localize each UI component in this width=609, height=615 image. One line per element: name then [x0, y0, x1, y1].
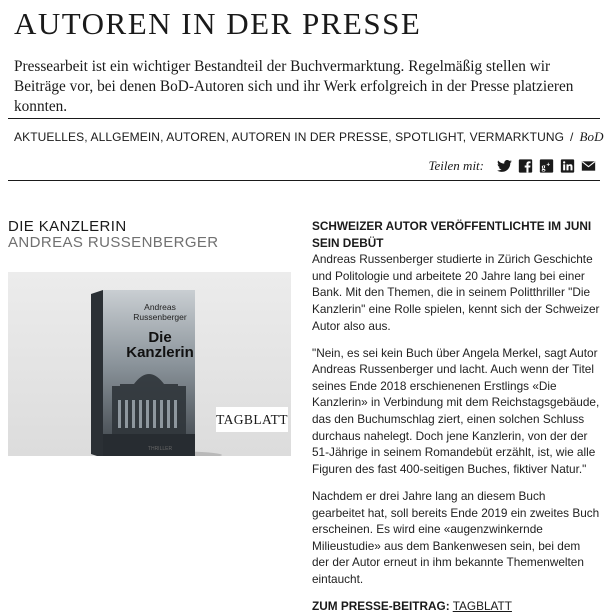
meta-separator: /: [570, 130, 574, 144]
category-link[interactable]: AUTOREN IN DER PRESSE: [231, 130, 389, 144]
cover-author: [125, 302, 195, 322]
linkedin-icon[interactable]: [559, 158, 576, 174]
share-label: Teilen mit:: [428, 158, 484, 173]
article-paragraph: Andreas Russenberger studierte in Zürich Geschichte und Politologie und arbeitete 20 Jahre lang bei einer Bank. Mit den Themen, die in seinem Politthriller "Die Kanzlerin" eine Rolle spielen, kennt sich der Schweizer Autor also aus.: [312, 252, 600, 333]
cover-author-line: Russenberger: [133, 312, 187, 322]
article-headline: SCHWEIZER AUTOR VERÖFFENTLICHTE IM JUNI SEIN DEBÜT: [312, 219, 592, 250]
press-article-link[interactable]: TAGBLATT: [452, 598, 512, 613]
cover-title-line: Kanzlerin: [126, 344, 194, 361]
cover-title: [125, 330, 195, 360]
book-title: DIE KANZLERIN: [8, 218, 127, 235]
page-title: AUTOREN IN DER PRESSE: [14, 6, 422, 41]
share-bar: [429, 158, 598, 174]
source-badge: TAGBLATT: [216, 407, 288, 432]
email-icon[interactable]: [580, 158, 597, 174]
press-link-row: [312, 598, 600, 615]
divider-bottom: [8, 180, 600, 181]
google-plus-icon[interactable]: [538, 158, 555, 174]
facebook-icon[interactable]: [517, 158, 534, 174]
article: [312, 218, 600, 615]
divider-top: [8, 118, 600, 119]
cover-genre: THRILLER: [147, 446, 173, 452]
cover-title-line: Die: [148, 329, 172, 346]
book-author: ANDREAS RUSSENBERGER: [8, 234, 219, 251]
category-link[interactable]: VERMARKTUNG: [469, 130, 565, 144]
category-link[interactable]: ALLGEMEIN: [90, 130, 161, 144]
post-author-link[interactable]: BoD: [579, 129, 604, 144]
cover-author-line: Andreas: [144, 302, 176, 312]
article-paragraph: Nachdem er drei Jahre lang an diesem Buch gearbeitet hat, soll bereits Ende 2019 ein zweites Buch erscheinen. Es wird eine «augenzwinkernde Milieustudie» aus dem Bankenwesen sein, bei dem der der Autor erneut in ihm bekannte Themenwelten eintaucht.: [312, 488, 600, 586]
category-link[interactable]: AKTUELLES: [14, 130, 85, 144]
svg-text:g: g: [541, 162, 546, 172]
intro-text: Pressearbeit ist ein wichtiger Bestandteil der Buchvermarktung. Regelmäßig stellen wir Beiträge vor, bei denen BoD-Autoren sich und ihr Werk erfolgreich in der Presse platzieren konnten.: [14, 58, 574, 115]
book-cover-image[interactable]: [8, 272, 291, 456]
svg-text:+: +: [546, 162, 551, 169]
twitter-icon[interactable]: [496, 158, 513, 174]
category-link[interactable]: AUTOREN: [166, 130, 226, 144]
category-link[interactable]: SPOTLIGHT: [395, 130, 463, 144]
post-meta: AKTUELLES, ALLGEMEIN, AUTOREN, AUTOREN IN DER PRESSE, SPOTLIGHT, VERMARKTUNG / BoD: [14, 129, 604, 144]
article-paragraph: "Nein, es sei kein Buch über Angela Merkel, sagt Autor Andreas Russenberger und lacht. Auch wenn der Titel seines Ende 2018 erschienenen Erstlings «Die Kanzlerin» in Verbindung mit dem Reichstagsgebäude, das den Buchumschlag ziert, einen solchen Schluss durchaus nahelegt. Doch jene Kanzlerin, von der der 51-Jährige in seinem Romandebüt erzählt, ist, wie alle Figuren des fast 400-seitigen Buches, fiktiver Natur.": [312, 345, 600, 476]
press-link-label: ZUM PRESSE-BEITRAG:: [312, 598, 450, 613]
